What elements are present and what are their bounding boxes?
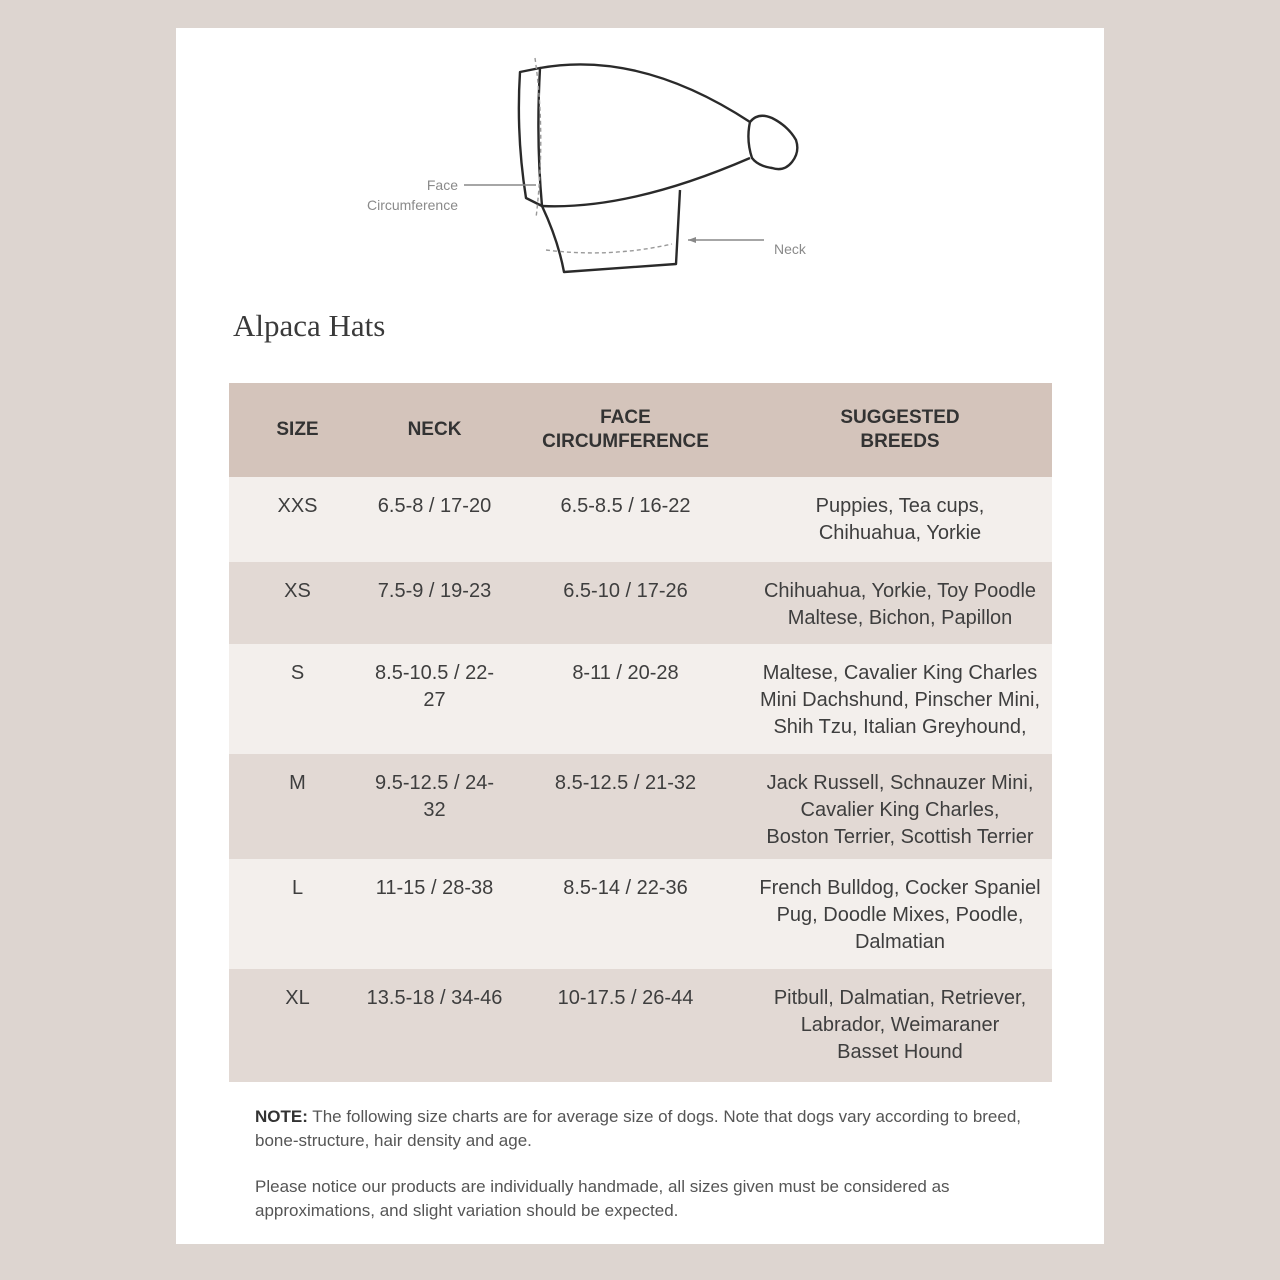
cell-face: 6.5-8.5 / 16-22	[560, 495, 691, 517]
table-row	[229, 477, 1052, 562]
face-circumference-label	[340, 175, 458, 215]
breed-line: French Bulldog, Cocker Spaniel	[759, 877, 1041, 899]
table-row	[229, 562, 1052, 644]
breed-line: Dalmatian	[854, 931, 946, 953]
breed-line: Shih Tzu, Italian Greyhound,	[773, 716, 1027, 738]
neck-label: Neck	[774, 241, 806, 257]
breed-line: Cavalier King Charles,	[800, 799, 1000, 821]
header-neck: NECK	[407, 419, 462, 440]
cell-breeds	[748, 770, 1052, 851]
cell-breeds	[748, 660, 1052, 741]
cell-neck: 8.5-10.5 / 22-27	[375, 662, 494, 711]
cell-face: 8.5-12.5 / 21-32	[554, 772, 697, 794]
hat-diagram	[340, 40, 820, 290]
hat-illustration	[340, 40, 820, 290]
cell-size: XL	[285, 987, 310, 1009]
face-label-line1: Face	[426, 177, 458, 193]
cell-neck: 7.5-9 / 19-23	[377, 580, 492, 602]
breed-line: Puppies, Tea cups,	[815, 495, 985, 517]
cell-breeds	[748, 985, 1052, 1066]
cell-neck: 11-15 / 28-38	[375, 877, 494, 899]
cell-neck: 6.5-8 / 17-20	[377, 495, 492, 517]
note-text: The following size charts are for average size of dogs. Note that dogs vary according to breed, bone-structure, hair density and age.	[255, 1107, 1022, 1150]
cell-neck: 9.5-12.5 / 24-32	[375, 772, 494, 821]
breed-line: Boston Terrier, Scottish Terrier	[766, 826, 1034, 848]
cell-face: 8-11 / 20-28	[572, 662, 679, 684]
breed-line: Chihuahua, Yorkie	[818, 522, 982, 544]
breed-line: Jack Russell, Schnauzer Mini,	[766, 772, 1034, 794]
table-body	[229, 477, 1052, 1082]
cell-size: L	[291, 877, 304, 899]
face-label-line2: Circumference	[366, 197, 458, 213]
breed-line: Pug, Doodle Mixes, Poodle,	[776, 904, 1024, 926]
cell-neck: 13.5-18 / 34-46	[366, 987, 503, 1009]
table-row	[229, 754, 1052, 859]
handmade-note: Please notice our products are individually handmade, all sizes given must be considered as approximations, and slight variation should be expected.	[255, 1177, 950, 1220]
size-table	[229, 383, 1052, 1082]
note-label: NOTE:	[255, 1107, 308, 1126]
table-row	[229, 644, 1052, 754]
table-row	[229, 859, 1052, 969]
header-breeds: SUGGESTED BREEDS	[840, 407, 960, 452]
breed-line: Mini Dachshund, Pinscher Mini,	[759, 689, 1041, 711]
cell-face: 8.5-14 / 22-36	[563, 877, 688, 899]
cell-face: 6.5-10 / 17-26	[563, 580, 688, 602]
cell-breeds	[748, 875, 1052, 956]
breed-line: Pitbull, Dalmatian, Retriever,	[773, 987, 1027, 1009]
note-paragraph	[255, 1105, 1035, 1153]
cell-size: S	[290, 662, 305, 684]
header-size: SIZE	[276, 419, 319, 440]
cell-breeds	[748, 493, 1052, 547]
cell-size: M	[289, 772, 306, 794]
breed-line: Basset Hound	[837, 1041, 963, 1063]
cell-face: 10-17.5 / 26-44	[557, 987, 694, 1009]
cell-size: XS	[284, 580, 311, 602]
cell-breeds	[748, 578, 1052, 632]
header-face: FACE CIRCUMFERENCE	[542, 407, 709, 452]
cell-size: XXS	[277, 495, 318, 517]
page-title: Alpaca Hats	[233, 308, 386, 343]
breed-line: Chihuahua, Yorkie, Toy Poodle	[763, 580, 1037, 602]
breed-line: Maltese, Bichon, Papillon	[787, 607, 1013, 629]
breed-line: Maltese, Cavalier King Charles	[762, 662, 1038, 684]
table-row	[229, 969, 1052, 1082]
notes	[255, 1105, 1035, 1245]
breed-line: Labrador, Weimaraner	[800, 1014, 1000, 1036]
table-header-row	[229, 383, 1052, 477]
size-chart-sheet	[176, 28, 1104, 1244]
